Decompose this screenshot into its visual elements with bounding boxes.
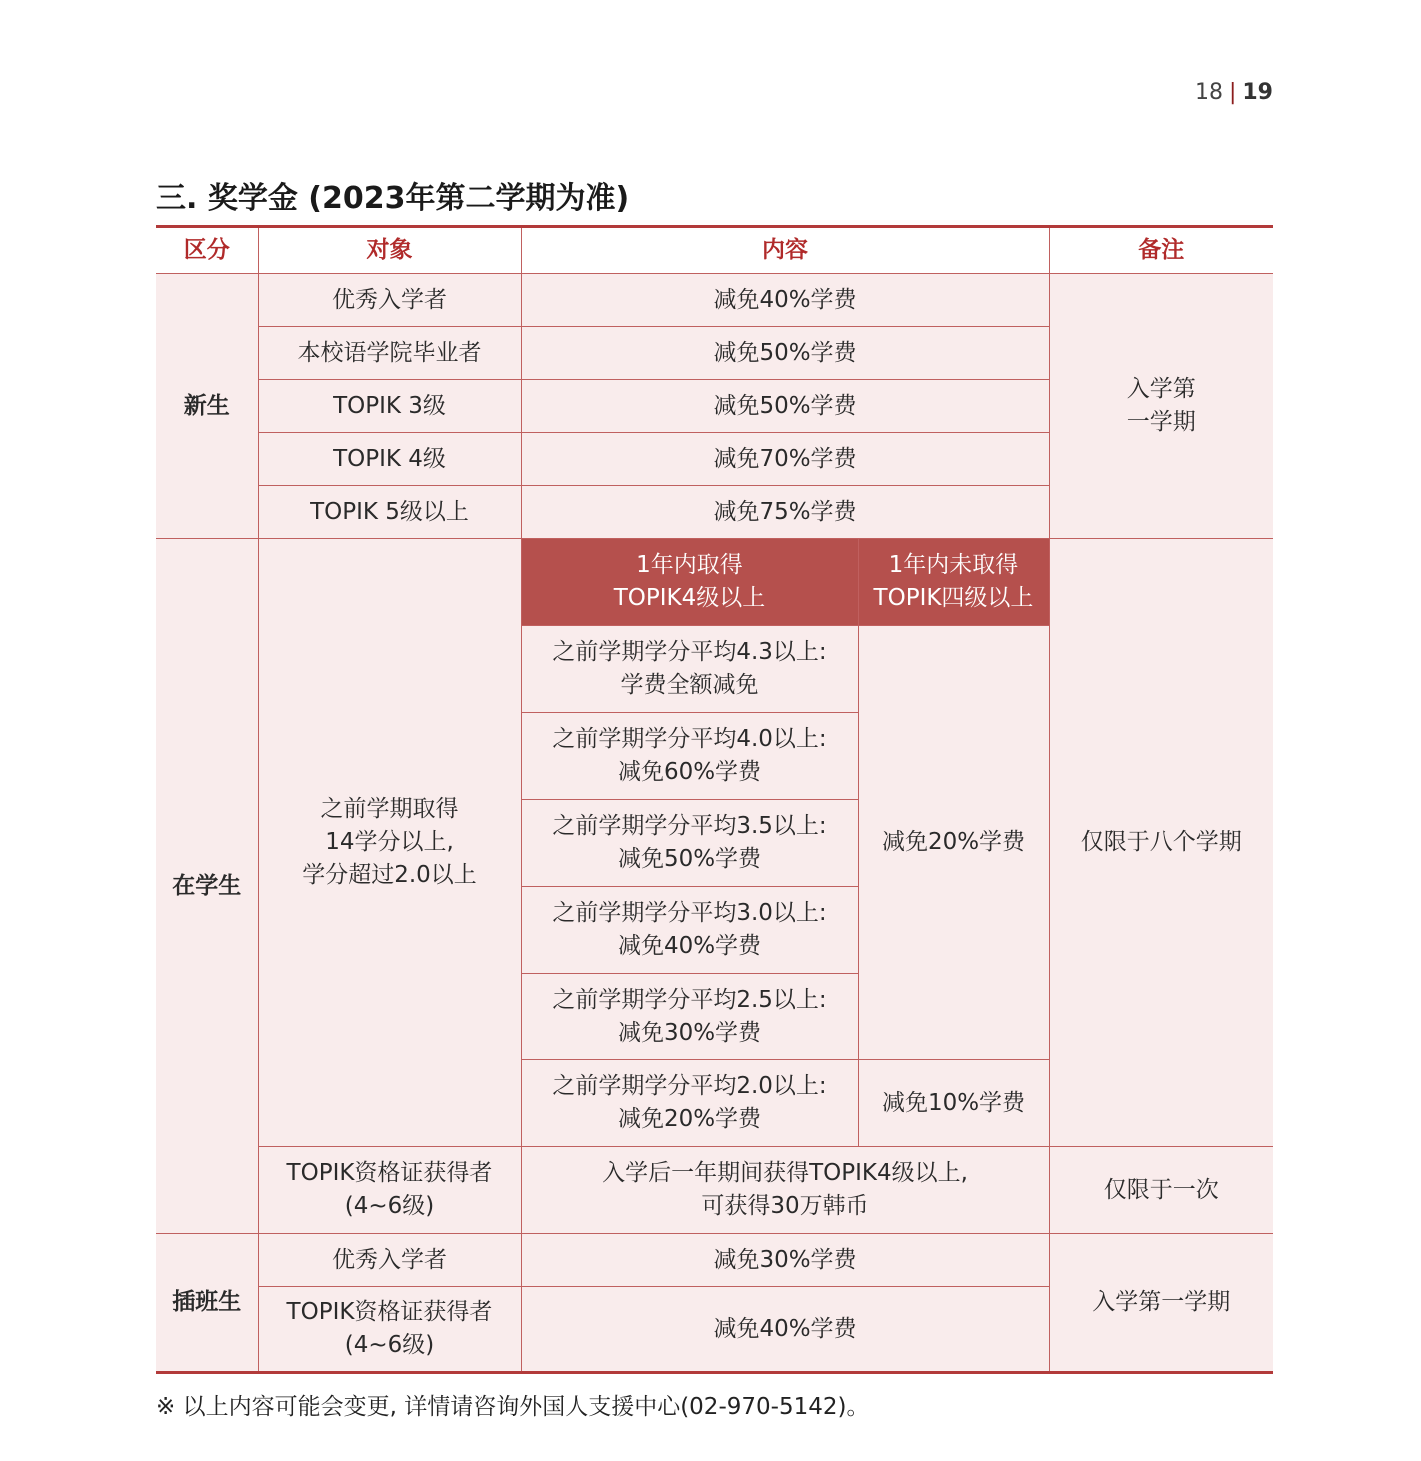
header-row	[156, 227, 1273, 274]
gpa-cell: 之前学期学分平均4.3以上: 学费全额减免	[521, 626, 858, 713]
content-topik-cert: 入学后一年期间获得TOPIK4级以上, 可获得30万韩币	[521, 1147, 1049, 1234]
content-cell: 减免75%学费	[521, 486, 1049, 539]
header-category: 区分	[156, 227, 258, 274]
target-cell: 优秀入学者	[258, 274, 521, 327]
content-cell: 减免40%学费	[521, 274, 1049, 327]
table-row	[156, 274, 1273, 327]
remark-freshmen: 入学第 一学期	[1049, 274, 1273, 539]
page-separator: |	[1228, 80, 1237, 105]
scholarship-table	[156, 225, 1273, 1374]
gpa-cell: 之前学期学分平均2.0以上: 减免20%学费	[521, 1060, 858, 1147]
content-cell: 减免50%学费	[521, 380, 1049, 433]
target-cell: TOPIK 4级	[258, 433, 521, 486]
content-cell: 减免50%学费	[521, 327, 1049, 380]
current-page-number: 19	[1242, 80, 1273, 105]
footnote: ※ 以上内容可能会变更, 详情请咨询外国人支援中心(02-970-5142)。	[156, 1394, 870, 1420]
remark-enrolled: 仅限于八个学期	[1049, 539, 1273, 1147]
content-cell: 减免70%学费	[521, 433, 1049, 486]
gpa-cell: 之前学期学分平均3.5以上: 减免50%学费	[521, 800, 858, 887]
target-cell: TOPIK资格证获得者 (4~6级)	[258, 1287, 521, 1373]
target-cell: TOPIK 5级以上	[258, 486, 521, 539]
header-target: 对象	[258, 227, 521, 274]
subheader-topik-not-acquired: 1年内未取得 TOPIK四级以上	[858, 539, 1049, 626]
subheader-topik-acquired: 1年内取得 TOPIK4级以上	[521, 539, 858, 626]
category-enrolled: 在学生	[156, 539, 258, 1234]
table-row	[156, 1234, 1273, 1287]
table-row	[156, 539, 1273, 626]
target-topik-cert: TOPIK资格证获得者 (4~6级)	[258, 1147, 521, 1234]
header-remark: 备注	[1049, 227, 1273, 274]
content-cell: 减免30%学费	[521, 1234, 1049, 1287]
gpa-cell: 之前学期学分平均3.0以上: 减免40%学费	[521, 887, 858, 974]
target-cell: 优秀入学者	[258, 1234, 521, 1287]
page-number	[1195, 80, 1273, 105]
target-enrolled: 之前学期取得 14学分以上, 学分超过2.0以上	[258, 539, 521, 1147]
remark-topik-cert: 仅限于一次	[1049, 1147, 1273, 1234]
prev-page-number: 18	[1194, 80, 1223, 105]
table-row	[156, 1147, 1273, 1234]
target-cell: 本校语学院毕业者	[258, 327, 521, 380]
gpa-cell: 之前学期学分平均4.0以上: 减免60%学费	[521, 713, 858, 800]
remark-transfer: 入学第一学期	[1049, 1234, 1273, 1373]
header-content: 内容	[521, 227, 1049, 274]
gpa-cell: 之前学期学分平均2.5以上: 减免30%学费	[521, 974, 858, 1060]
no-topik-reduction-low: 减免10%学费	[858, 1060, 1049, 1147]
content-cell: 减免40%学费	[521, 1287, 1049, 1373]
section-title: 三. 奖学金 (2023年第二学期为准)	[156, 181, 630, 216]
target-cell: TOPIK 3级	[258, 380, 521, 433]
category-freshmen: 新生	[156, 274, 258, 539]
category-transfer: 插班生	[156, 1234, 258, 1373]
no-topik-reduction-high: 减免20%学费	[858, 626, 1049, 1060]
